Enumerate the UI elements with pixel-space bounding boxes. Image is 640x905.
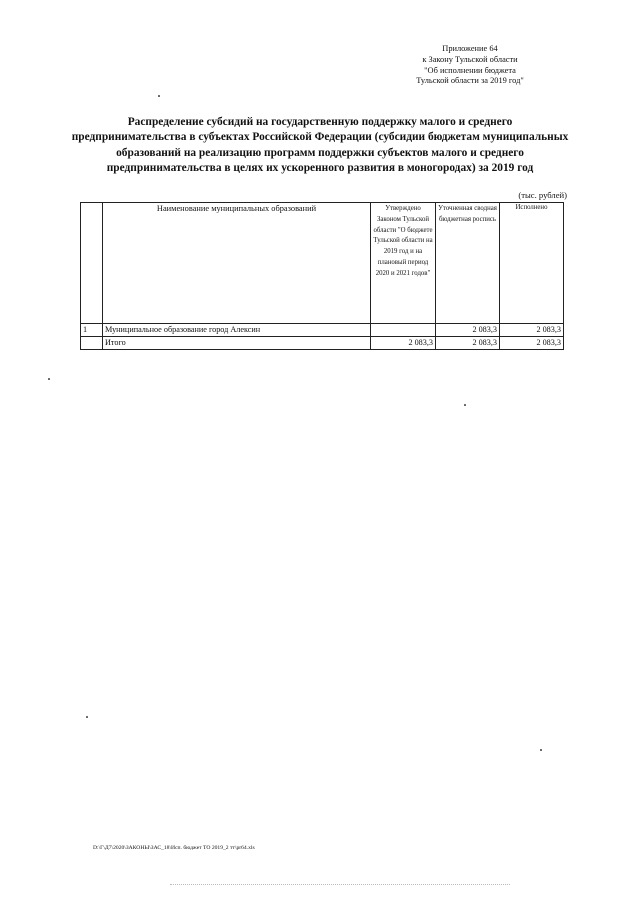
table-row	[81, 324, 564, 337]
table-total-row	[81, 337, 564, 350]
header-revised: Уточненная сводная бюджетная роспись	[436, 203, 500, 324]
appendix-law-title-1: "Об исполнении бюджета	[424, 65, 516, 75]
header-name: Наименование муниципальных образований	[103, 203, 371, 324]
total-number	[81, 337, 103, 350]
table-header-row	[81, 203, 564, 324]
scan-dotted-line	[170, 884, 510, 885]
row-name: Муниципальное образование город Алексин	[103, 324, 371, 337]
header-executed: Исполнено	[500, 203, 564, 324]
total-revised: 2 083,3	[436, 337, 500, 350]
row-number: 1	[81, 324, 103, 337]
scan-speck	[158, 95, 160, 97]
scan-speck	[48, 378, 50, 380]
row-executed: 2 083,3	[500, 324, 564, 337]
appendix-law-ref: к Закону Тульской области	[422, 54, 518, 64]
scan-speck	[86, 716, 88, 718]
document-title: Распределение субсидий на государственную поддержку малого и среднего предпринимательства в субъектах Российской Федерации (субсидии бюджетам муниципальных образований на реализацию программ поддержки субъектов малого и среднего предпринимательства в целях их ускоренного развития в моногородах) за 2019 год	[71, 116, 569, 175]
file-path-footer: D:\Г\Д7\2020\ЗАКОНЫ\ЗАС_18\Исп. бюджет ТО 2019_2 тт\pr64.xls	[93, 845, 255, 851]
subsidy-table	[80, 202, 564, 350]
total-approved: 2 083,3	[371, 337, 436, 350]
total-executed: 2 083,3	[500, 337, 564, 350]
row-revised: 2 083,3	[436, 324, 500, 337]
scan-speck	[540, 749, 542, 751]
total-label: Итого	[103, 337, 371, 350]
appendix-header	[380, 44, 560, 87]
units-label: (тыс. рублей)	[518, 190, 567, 200]
row-approved	[371, 324, 436, 337]
scan-speck	[464, 404, 466, 406]
header-approved: Утверждено Законом Тульской области "О бюджете Тульской области на 2019 год и на плановый период 2020 и 2021 годов"	[371, 203, 436, 324]
header-number	[81, 203, 103, 324]
appendix-number: Приложение 64	[442, 44, 498, 53]
appendix-law-title-2: Тульской области за 2019 год"	[416, 76, 524, 86]
